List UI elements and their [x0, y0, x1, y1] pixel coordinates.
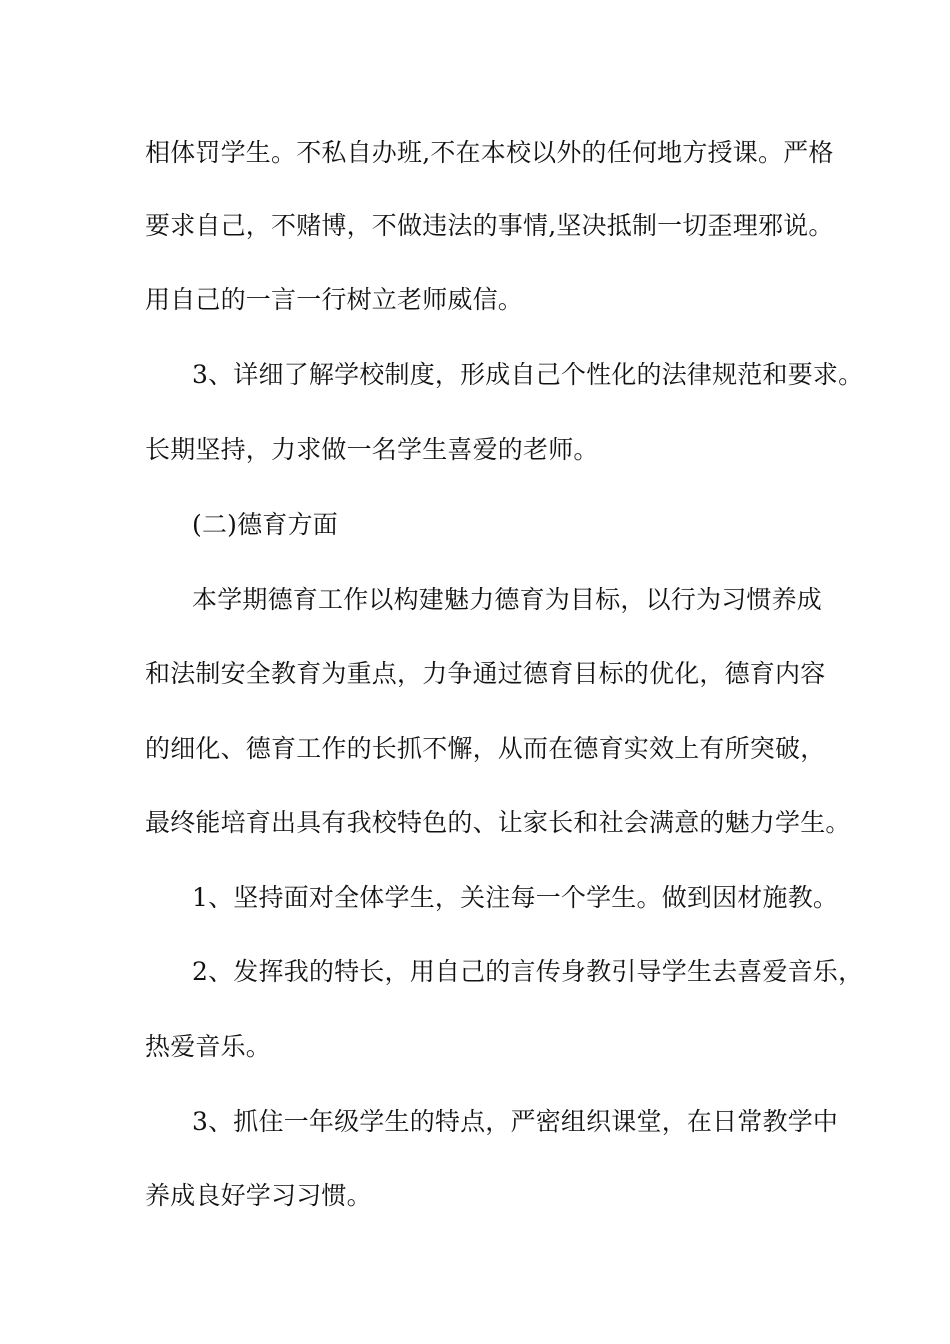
text-line-13: 热爱音乐。 — [145, 1032, 272, 1061]
text-line-1: 相体罚学生。不私自办班,不在本校以外的任何地方授课。严格 — [145, 138, 834, 167]
text-line-14: 3、抓住一年级学生的特点，严密组织课堂，在日常教学中 — [192, 1107, 839, 1136]
text-line-7: 本学期德育工作以构建魅力德育为目标，以行为习惯养成 — [192, 585, 823, 614]
text-line-15: 养成良好学习习惯。 — [145, 1181, 372, 1210]
text-line-9: 的细化、德育工作的长抓不懈，从而在德育实效上有所突破， — [145, 734, 826, 763]
text-line-4: 3、详细了解学校制度，形成自己个性化的法律规范和要求。 — [192, 360, 864, 389]
text-line-12: 2、发挥我的特长，用自己的言传身教引导学生去喜爱音乐， — [192, 957, 864, 986]
text-line-8: 和法制安全教育为重点，力争通过德育目标的优化，德育内容 — [145, 659, 826, 688]
text-line-3: 用自己的一言一行树立老师威信。 — [145, 285, 524, 314]
text-line-5: 长期坚持，力求做一名学生喜爱的老师。 — [145, 435, 599, 464]
section-heading: (二)德育方面 — [192, 510, 338, 539]
text-line-2: 要求自己，不赌博，不做违法的事情,坚决抵制一切歪理邪说。 — [145, 211, 834, 240]
text-line-11: 1、坚持面对全体学生，关注每一个学生。做到因材施教。 — [192, 883, 839, 912]
text-line-10: 最终能培育出具有我校特色的、让家长和社会满意的魅力学生。 — [145, 808, 851, 837]
